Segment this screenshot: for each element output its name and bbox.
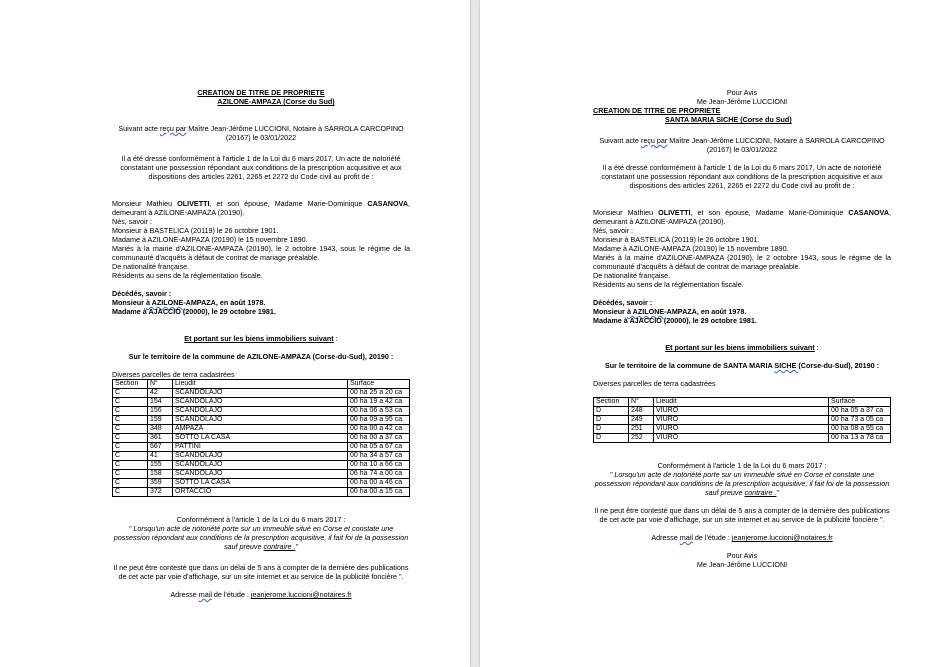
- document-page-1: [0, 0, 470, 667]
- page-1-content: [112, 88, 410, 599]
- parcelles-line: Diverses parcelles de terra cadastrées: [112, 370, 235, 379]
- nationality-line: De nationalité française.: [112, 262, 190, 271]
- pour-avis-top: Pour Avis: [726, 88, 758, 97]
- death-line-2: Madame à AJACCIO (20000), le 29 octobre 1981.: [593, 316, 757, 325]
- header-section: Section: [594, 398, 629, 407]
- title-line-1: CREATION DE TITRE DE PROPRIETE: [593, 106, 721, 115]
- email-link[interactable]: jeanjerome.luccioni@notaires.fr: [731, 533, 833, 542]
- person-paragraph: Monsieur Mathieu OLIVETTI, et son épouse, Madame Marie-Dominique CASANOVA, demeurant à AZILONE-AMPAZA (20190).: [112, 199, 411, 217]
- table-row: C 159 SCANDOLAJO 00 ha 09 a 95 ca: [113, 416, 410, 425]
- contest-paragraph: Il ne peut être contesté que dans un délai de 5 ans à compter de la dernière des publications de cet acte par voie d'affichage, sur un site internet et au service de la publicité foncière ".: [113, 563, 409, 581]
- nationality-line: De nationalité française.: [593, 271, 671, 280]
- birth-line-1: Monsieur à BASTELICA (20119) le 26 octobre 1901.: [112, 226, 279, 235]
- header-lieudit: Lieudit: [173, 380, 348, 389]
- table-header-row: [113, 380, 410, 389]
- death-line-1: Monsieur à AZILONE-AMPAZA, en août 1978.: [593, 307, 747, 316]
- table-row: C 361 SOTTO LA CASA 00 ha 00 a 37 ca: [113, 434, 410, 443]
- pour-avis-bottom: Pour Avis: [726, 551, 758, 560]
- law-quote: " Lorsqu'un acte de notoriété porte sur un immeuble situé en Corse et constate une possession répondant aux conditions de la prescription acquisitive, il fait foi de la possession sauf preuve contraire .": [594, 470, 890, 497]
- intro-paragraph: Il a été dressé conformément à l'article 1 de la Loi du 6 mars 2017, Un acte de notoriété constatant une possession répondant aux conditions de la prescription acquisitive et aux dispositions des articles 2261, 2265 et 2272 du Code civil au profit de :: [120, 154, 402, 181]
- header-surface: Surface: [829, 398, 891, 407]
- notary-name-bottom: Me Jean-Jérôme LUCCIONI: [696, 560, 788, 569]
- title-line-2: AZILONE-AMPAZA (Corse du Sud): [217, 97, 335, 106]
- deces-title: Décédés, savoir :: [593, 298, 653, 307]
- table-row: C 154 SCANDOLAJO 00 ha 19 a 42 ca: [113, 398, 410, 407]
- table-row: C 359 SOTTO LA CASA 00 ha 00 a 46 ca: [113, 479, 410, 488]
- person-paragraph: Monsieur Mathieu OLIVETTI, et son épouse, Madame Marie-Dominique CASANOVA, demeurant à AZILONE-AMPAZA (20190).: [593, 208, 892, 226]
- residents-line: Résidents au sens de la réglementation fiscale.: [112, 271, 263, 280]
- table-row: C 372 ORTACCIO 00 ha 00 a 15 ca: [113, 488, 410, 497]
- table-row: C 158 SCANDOLAJO 06 ha 74 a 00 ca: [113, 470, 410, 479]
- header-numero: N°: [629, 398, 654, 407]
- table-row: C 156 SCANDOLAJO 00 ha 06 a 53 ca: [113, 407, 410, 416]
- header-section: Section: [113, 380, 148, 389]
- birth-line-2: Madame à AZILONE-AMPAZA (20190) le 15 novembre 1890.: [112, 235, 308, 244]
- table-row: C 42 SCANDOLAJO 00 ha 25 a 20 ca: [113, 389, 410, 398]
- deces-title: Décédés, savoir :: [112, 289, 172, 298]
- birth-line-1: Monsieur à BASTELICA (20119) le 26 octobre 1901.: [593, 235, 760, 244]
- residents-line: Résidents au sens de la réglementation fiscale.: [593, 280, 744, 289]
- conforme-title: Conformément à l'article 1 de la Loi du 6 mars 2017 :: [176, 515, 346, 524]
- page-2-content: [593, 88, 891, 569]
- contest-paragraph: Il ne peut être contesté que dans un délai de 5 ans à compter de la dernière des publications de cet acte par voie d'affichage, sur un site internet et au service de la publicité foncière ".: [594, 506, 890, 524]
- birth-line-2: Madame à AZILONE-AMPAZA (20190) le 15 novembre 1890.: [593, 244, 789, 253]
- death-line-2: Madame à AJACCIO (20000), le 29 octobre 1981.: [112, 307, 276, 316]
- nes-line: Nés, savoir :: [112, 217, 152, 226]
- marriage-line: Mariés à la mairie d'AZILONE-AMPAZA (20190), le 2 octobre 1943, sous le régime de la communauté d'acquêts à défaut de contrat de mariage préalable.: [112, 244, 410, 262]
- intro-paragraph: Il a été dressé conformément à l'article 1 de la Loi du 6 mars 2017, Un acte de notoriété constatant une possession répondant aux conditions de la prescription acquisitive et aux dispositions des articles 2261, 2265 et 2272 du Code civil au profit de :: [601, 163, 883, 190]
- table-row: D 251 VIURO 00 ha 08 a 55 ca: [594, 425, 891, 434]
- table-row: D 248 VIURO 00 ha 05 a 37 ca: [594, 407, 891, 416]
- title: [593, 106, 891, 124]
- table-row: D 249 VIURO 00 ha 73 a 05 ca: [594, 416, 891, 425]
- nes-line: Nés, savoir :: [593, 226, 633, 235]
- table-row: C 41 SCANDOLAJO 00 ha 34 a 57 ca: [113, 452, 410, 461]
- table-header-row: [594, 398, 891, 407]
- biens-heading: Et portant sur les biens immobiliers suivant :: [665, 343, 819, 352]
- territoire-line: Sur le territoire de la commune de SANTA MARIA SICHE (Corse-du-Sud), 20190 :: [604, 361, 880, 370]
- title-line-1: CREATION DE TITRE DE PROPRIETE: [197, 88, 325, 97]
- death-line-1: Monsieur à AZILONE-AMPAZA, en août 1978.: [112, 298, 266, 307]
- header-numero: N°: [148, 380, 173, 389]
- marriage-line: Mariés à la mairie d'AZILONE-AMPAZA (20190), le 2 octobre 1943, sous le régime de la communauté d'acquêts à défaut de contrat de mariage préalable.: [593, 253, 891, 271]
- notary-name-top: Me Jean-Jérôme LUCCIONI: [696, 97, 788, 106]
- biens-heading: Et portant sur les biens immobiliers suivant :: [184, 334, 338, 343]
- table-row: C 348 AMPAZA 00 ha 00 a 42 ca: [113, 425, 410, 434]
- table-row: C 567 PATTINI 00 ha 05 a 67 ca: [113, 443, 410, 452]
- email-link[interactable]: jeanjerome.luccioni@notaires.fr: [250, 590, 352, 599]
- territoire-line: Sur le territoire de la commune de AZILONE-AMPAZA (Corse-du-Sud), 20190 :: [128, 352, 394, 361]
- header-lieudit: Lieudit: [654, 398, 829, 407]
- header-surface: Surface: [348, 380, 410, 389]
- acte-paragraph: Suivant acte reçu par Maître Jean-Jérôme LUCCIONI, Notaire à SARROLA CARCOPINO (20167) le 03/01/2022: [118, 124, 404, 142]
- parcelles-line: Diverses parcelles de terra cadastrées: [593, 379, 716, 388]
- title: [112, 88, 410, 106]
- cadastre-table: [593, 397, 891, 443]
- title-line-2: SANTA MARIA SICHE (Corse du Sud): [665, 115, 792, 124]
- conforme-title: Conformément à l'article 1 de la Loi du 6 mars 2017 :: [657, 461, 827, 470]
- acte-paragraph: Suivant acte reçu par Maître Jean-Jérôme LUCCIONI, Notaire à SARROLA CARCOPINO (20167) le 03/01/2022: [599, 136, 885, 154]
- law-quote: " Lorsqu'un acte de notoriété porte sur un immeuble situé en Corse et constate une possession répondant aux conditions de la prescription acquisitive, il fait foi de la possession sauf preuve contraire .": [113, 524, 409, 551]
- cadastre-table: [112, 379, 410, 497]
- email-line: Adresse mail de l'étude : jeanjerome.luccioni@notaires.fr: [170, 590, 352, 599]
- document-page-2: [480, 0, 950, 667]
- spellcheck-word: reçu par: [159, 124, 187, 133]
- email-line: Adresse mail de l'étude : jeanjerome.luccioni@notaires.fr: [651, 533, 833, 542]
- table-row: D 252 VIURO 00 ha 13 a 78 ca: [594, 434, 891, 443]
- table-row: C 155 SCANDOLAJO 00 ha 10 a 66 ca: [113, 461, 410, 470]
